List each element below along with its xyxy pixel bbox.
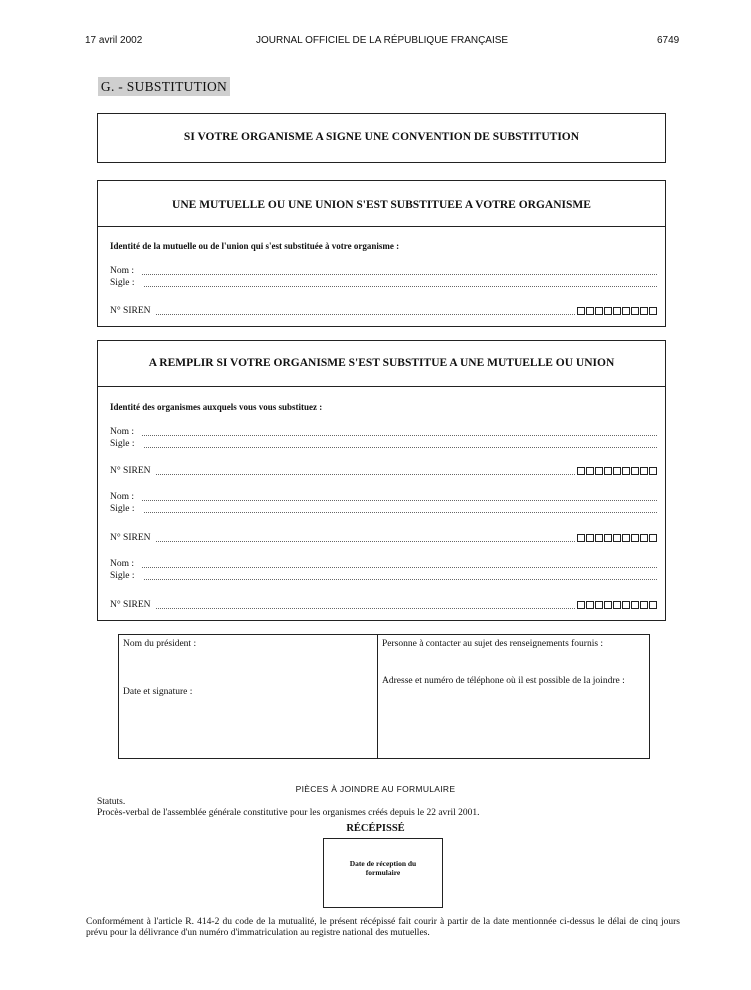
- contact-table: [118, 634, 650, 759]
- siren-dots: [156, 474, 575, 475]
- nom-label: Nom :: [110, 559, 135, 569]
- pieces-heading: PIÈCES À JOINDRE AU FORMULAIRE: [295, 784, 456, 794]
- nom-label: Nom :: [110, 266, 135, 276]
- sigle-label: Sigle :: [110, 504, 135, 514]
- sigle-label: Sigle :: [110, 278, 135, 288]
- nom-field[interactable]: [142, 274, 657, 275]
- divider: [98, 386, 665, 387]
- header-date: 17 avril 2002: [85, 35, 143, 46]
- substitutes-for-title: A REMPLIR SI VOTRE ORGANISME S'EST SUBSTITUE A UNE MUTUELLE OU UNION: [148, 357, 615, 369]
- nom-field[interactable]: [142, 435, 657, 436]
- divider: [98, 226, 665, 227]
- sigle-label: Sigle :: [110, 439, 135, 449]
- siren-input[interactable]: [577, 307, 658, 315]
- siren-label: N° SIREN: [110, 600, 151, 610]
- substitutes-for-subtitle: Identité des organismes auxquels vous vous substituez :: [110, 402, 323, 412]
- substituted-by-title: UNE MUTUELLE OU UNE UNION S'EST SUBSTITUEE A VOTRE ORGANISME: [172, 199, 591, 211]
- president-label: Nom du président :: [123, 639, 197, 649]
- nom-label: Nom :: [110, 427, 135, 437]
- header-page-number: 6749: [657, 35, 680, 46]
- sigle-field[interactable]: [144, 512, 657, 513]
- nom-field[interactable]: [142, 567, 657, 568]
- reception-date-label: Date de réception du formulaire: [349, 859, 417, 877]
- siren-input[interactable]: [577, 467, 658, 475]
- sigle-label: Sigle :: [110, 571, 135, 581]
- substituted-by-box: [97, 180, 666, 327]
- convention-box: [97, 113, 666, 163]
- pieces-item: Statuts.: [97, 797, 126, 807]
- convention-box-title: SI VOTRE ORGANISME A SIGNE UNE CONVENTION DE SUBSTITUTION: [183, 131, 580, 143]
- sigle-field[interactable]: [144, 447, 657, 448]
- substitutes-for-box: [97, 340, 666, 621]
- recepisse-heading: RÉCÉPISSÉ: [346, 823, 405, 834]
- siren-label: N° SIREN: [110, 533, 151, 543]
- reception-date-box[interactable]: [323, 838, 443, 908]
- header-journal-title: JOURNAL OFFICIEL DE LA RÉPUBLIQUE FRANÇAISE: [256, 35, 509, 46]
- sigle-field[interactable]: [144, 579, 657, 580]
- siren-input[interactable]: [577, 601, 658, 609]
- table-divider: [377, 635, 378, 758]
- siren-dots: [156, 608, 575, 609]
- siren-dots: [156, 541, 575, 542]
- sigle-field[interactable]: [144, 286, 657, 287]
- address-label: Adresse et numéro de téléphone où il est possible de la joindre :: [382, 676, 625, 686]
- siren-dots: [156, 314, 575, 315]
- footer-text: Conformément à l'article R. 414-2 du code de la mutualité, le présent récépissé fait courir à partir de la date mentionnée ci-dessus le délai de cinq jours prévu pour la délivrance d'un numéro d'immatriculation au registre national des mutuelles.: [86, 917, 680, 938]
- nom-field[interactable]: [142, 500, 657, 501]
- contact-label: Personne à contacter au sujet des renseignements fournis :: [382, 639, 604, 649]
- siren-input[interactable]: [577, 534, 658, 542]
- section-title: G. - SUBSTITUTION: [98, 77, 230, 96]
- pieces-item: Procès-verbal de l'assemblée générale constitutive pour les organismes créés depuis le 22 avril 2001.: [97, 808, 480, 818]
- substituted-by-subtitle: Identité de la mutuelle ou de l'union qui s'est substituée à votre organisme :: [110, 241, 400, 251]
- nom-label: Nom :: [110, 492, 135, 502]
- date-signature-label: Date et signature :: [123, 687, 193, 697]
- siren-label: N° SIREN: [110, 306, 151, 316]
- siren-label: N° SIREN: [110, 466, 151, 476]
